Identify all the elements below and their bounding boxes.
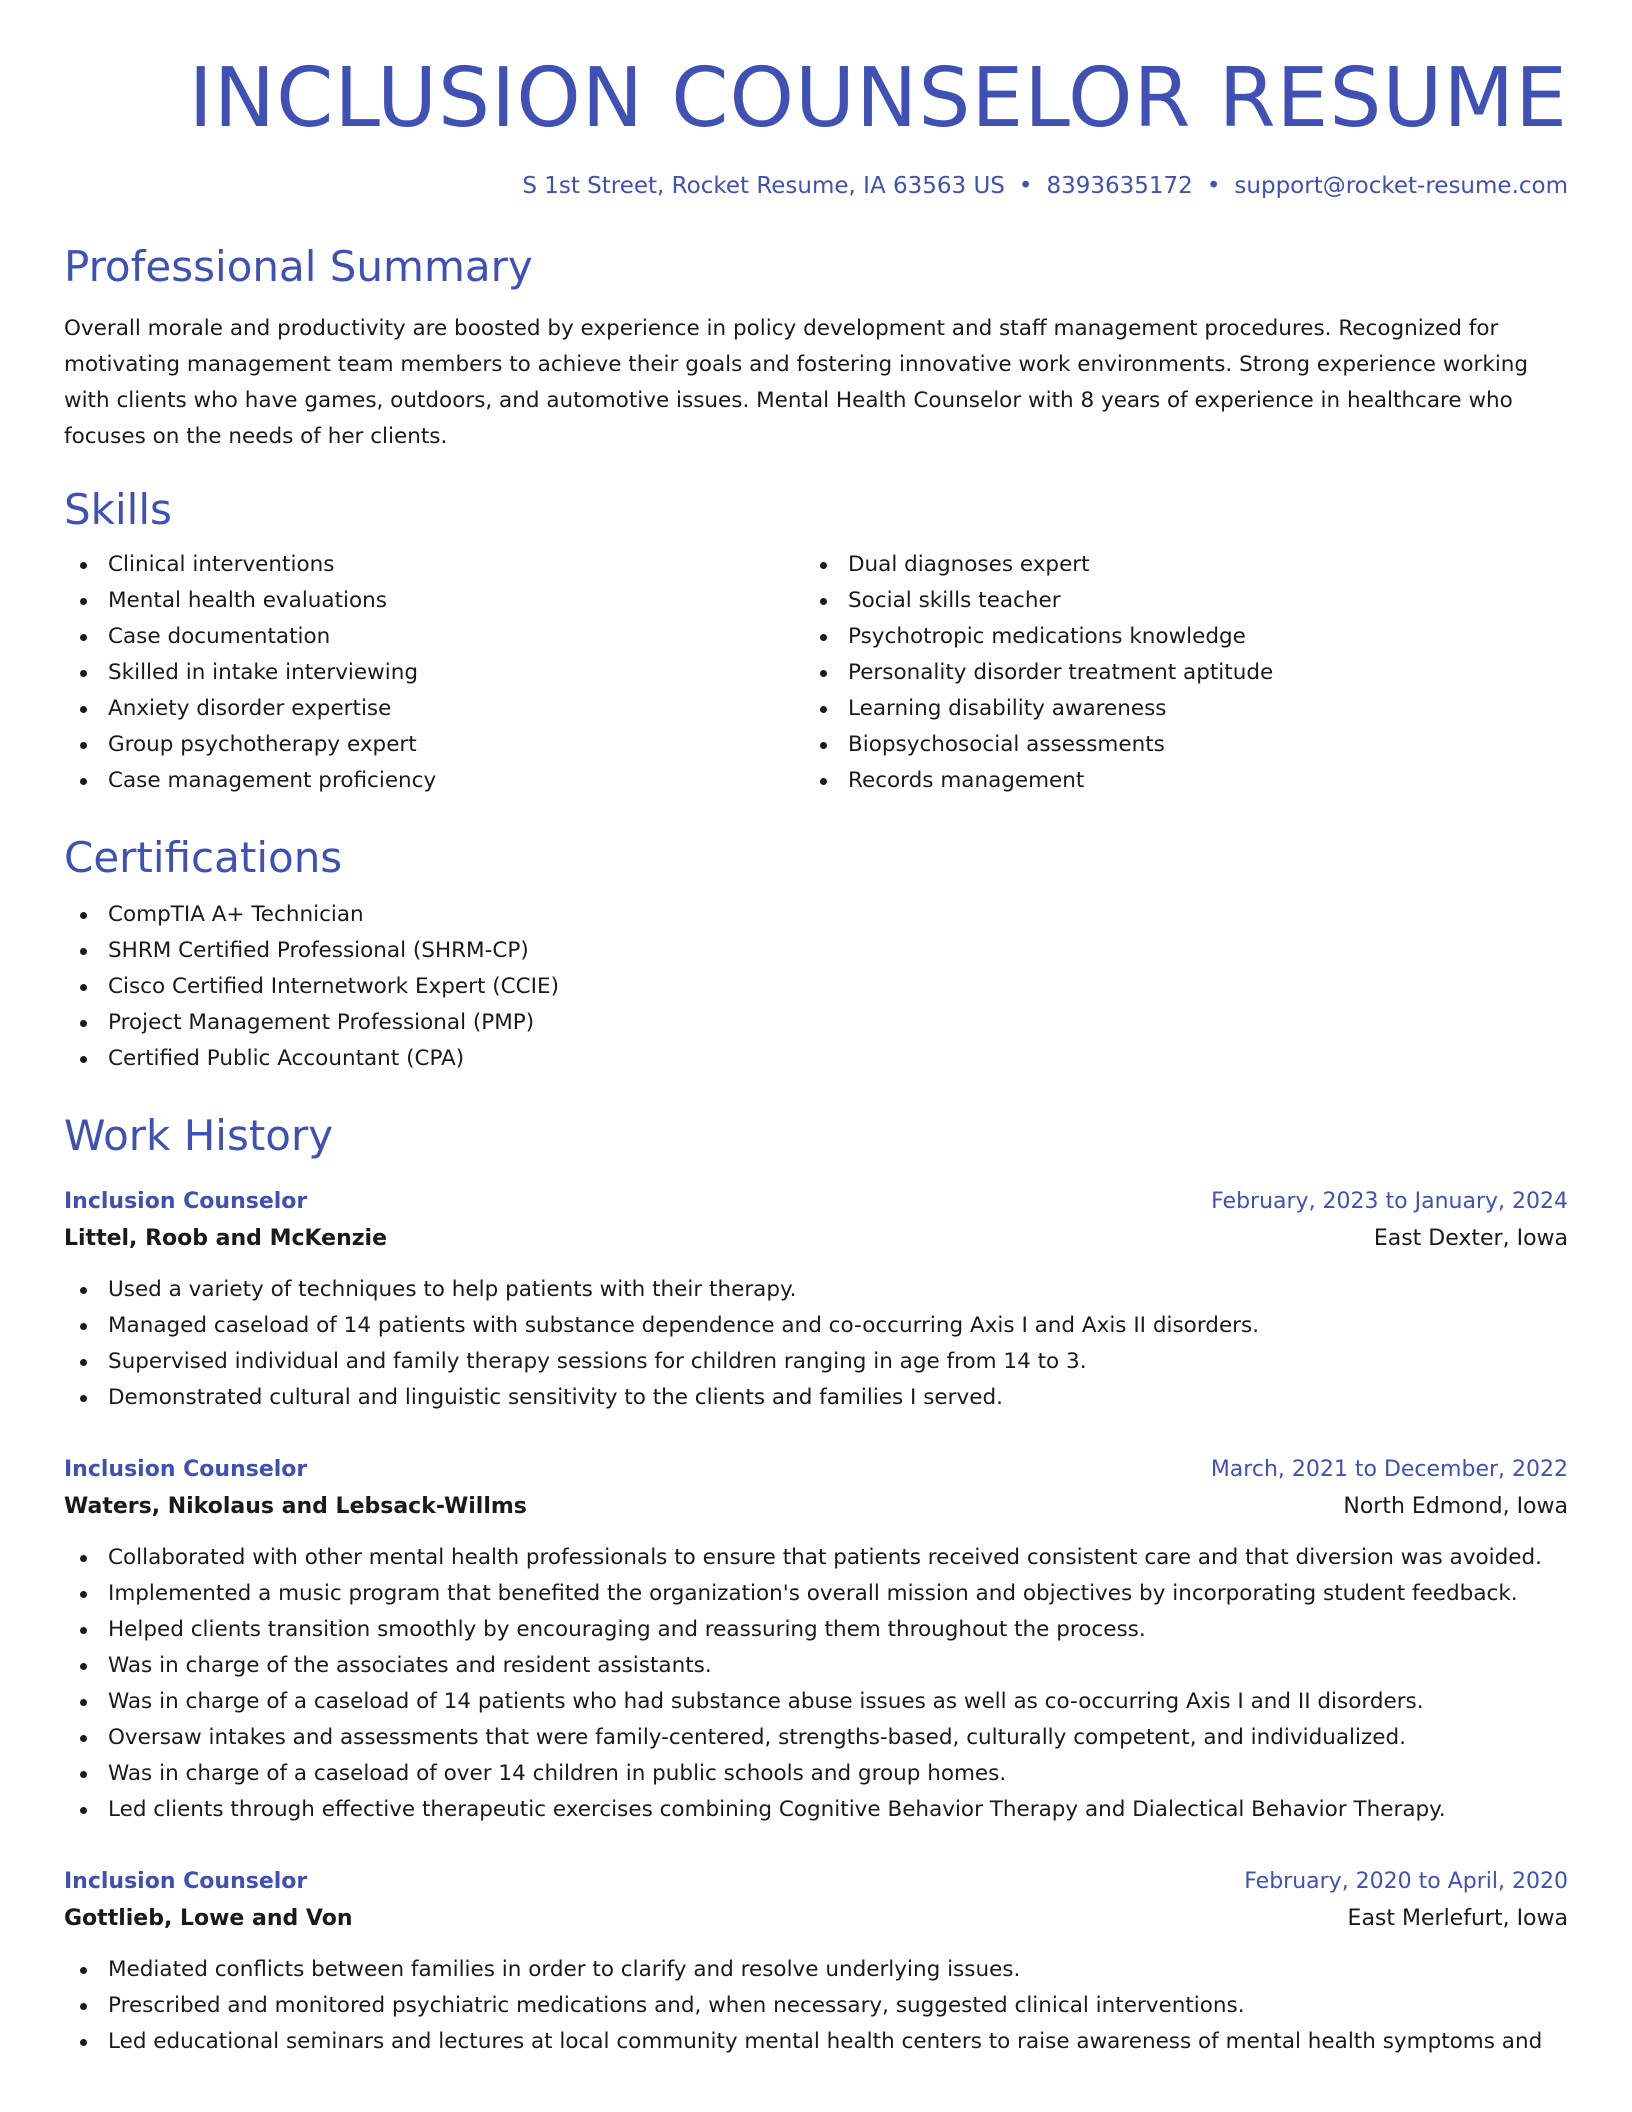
job-bullet: Implemented a music program that benefited the organization's overall mission and objectives by incorporating student feedback.: [64, 1576, 1568, 1612]
section-heading-summary: Professional Summary: [64, 242, 533, 292]
job-location: North Edmond, Iowa: [1343, 1493, 1568, 1519]
skill-item: Biopsychosocial assessments: [804, 727, 1544, 763]
skill-item: Case management proficiency: [64, 763, 804, 799]
job-bullet: Was in charge of a caseload of 14 patients who had substance abuse issues as well as co-occurring Axis I and II disorders.: [64, 1684, 1568, 1720]
job-location: East Dexter, Iowa: [1373, 1225, 1568, 1251]
job-bullet: Helped clients transition smoothly by encouraging and reassuring them throughout the process.: [64, 1612, 1568, 1648]
job-location: East Merlefurt, Iowa: [1347, 1905, 1568, 1931]
job-bullet: Was in charge of a caseload of over 14 children in public schools and group homes.: [64, 1756, 1568, 1792]
summary-text: Overall morale and productivity are boosted by experience in policy development and staff management procedures. Recognized for motivating management team members to achieve their goals and fostering innovative work environments. Strong experience working with clients who have games, outdoors, and automotive issues. Mental Health Counselor with 8 years of experience in healthcare who focuses on the needs of her clients.: [64, 315, 1529, 449]
job-entry: [64, 1184, 1568, 1416]
skill-item: Anxiety disorder expertise: [64, 691, 804, 727]
job-employer-row: [64, 1488, 1568, 1526]
skills-grid: [64, 547, 1568, 799]
job-bullet: Was in charge of the associates and resident assistants.: [64, 1648, 1568, 1684]
section-heading-skills: Skills: [64, 484, 172, 534]
job-bullet: Supervised individual and family therapy sessions for children ranging in age from 14 to 3.: [64, 1344, 1568, 1380]
job-employer-row: [64, 1900, 1568, 1938]
job-header-row: [64, 1864, 1568, 1900]
skill-item: Records management: [804, 763, 1544, 799]
page-title: INCLUSION COUNSELOR RESUME: [188, 51, 1568, 146]
section-heading-work-history: Work History: [64, 1111, 334, 1161]
job-bullet: Prescribed and monitored psychiatric medications and, when necessary, suggested clinical interventions.: [64, 1988, 1568, 2024]
separator-dot: •: [1018, 173, 1033, 200]
skill-item: Clinical interventions: [64, 547, 804, 583]
skill-item: Learning disability awareness: [804, 691, 1544, 727]
skill-item: Group psychotherapy expert: [64, 727, 804, 763]
skills-list-right: [804, 547, 1544, 799]
certifications-list: [64, 897, 1568, 1077]
certification-item: Certified Public Accountant (CPA): [64, 1041, 1568, 1077]
skills-section: [64, 485, 1568, 799]
job-bullet: Mediated conflicts between families in order to clarify and resolve underlying issues.: [64, 1952, 1568, 1988]
section-heading-certifications: Certifications: [64, 832, 343, 882]
job-bullets: [64, 1272, 1568, 1416]
contact-address: S 1st Street, Rocket Resume, IA 63563 US: [522, 173, 1005, 200]
certification-item: SHRM Certified Professional (SHRM-CP): [64, 933, 1568, 969]
skill-item: Personality disorder treatment aptitude: [804, 655, 1544, 691]
job-bullet: Used a variety of techniques to help patients with their therapy.: [64, 1272, 1568, 1308]
job-title: Inclusion Counselor: [64, 1868, 308, 1894]
job-bullet: Collaborated with other mental health professionals to ensure that patients received consistent care and that diversion was avoided.: [64, 1540, 1568, 1576]
skill-item: Mental health evaluations: [64, 583, 804, 619]
contact-email[interactable]: support@rocket-resume.com: [1234, 173, 1568, 200]
job-bullet: Led educational seminars and lectures at local community mental health centers to raise awareness of mental health symptoms and: [64, 2024, 1568, 2060]
contact-line: [64, 172, 1568, 202]
skill-item: Psychotropic medications knowledge: [804, 619, 1544, 655]
job-header-row: [64, 1184, 1568, 1220]
job-entry: [64, 1864, 1568, 2060]
job-dates: February, 2023 to January, 2024: [1211, 1188, 1568, 1214]
contact-phone: 8393635172: [1046, 173, 1193, 200]
job-title: Inclusion Counselor: [64, 1188, 308, 1214]
certification-item: Project Management Professional (PMP): [64, 1005, 1568, 1041]
certification-item: CompTIA A+ Technician: [64, 897, 1568, 933]
job-title: Inclusion Counselor: [64, 1456, 308, 1482]
job-header-row: [64, 1452, 1568, 1488]
skill-item: Case documentation: [64, 619, 804, 655]
job-bullet: Oversaw intakes and assessments that were family-centered, strengths-based, culturally competent, and individualized.: [64, 1720, 1568, 1756]
job-entry: [64, 1452, 1568, 1828]
work-history-section: [64, 1111, 1568, 2059]
job-bullet: Demonstrated cultural and linguistic sensitivity to the clients and families I served.: [64, 1380, 1568, 1416]
skill-item: Skilled in intake interviewing: [64, 655, 804, 691]
job-bullets: [64, 1540, 1568, 1828]
separator-dot: •: [1206, 173, 1221, 200]
job-company: Waters, Nikolaus and Lebsack-Willms: [64, 1493, 527, 1519]
job-bullet: Managed caseload of 14 patients with substance dependence and co-occurring Axis I and Axis II disorders.: [64, 1308, 1568, 1344]
job-employer-row: [64, 1220, 1568, 1258]
skills-list-left: [64, 547, 804, 799]
skill-item: Dual diagnoses expert: [804, 547, 1544, 583]
job-dates: March, 2021 to December, 2022: [1210, 1456, 1568, 1482]
job-bullets: [64, 1952, 1568, 2060]
job-bullet: Led clients through effective therapeutic exercises combining Cognitive Behavior Therapy and Dialectical Behavior Therapy.: [64, 1792, 1568, 1828]
job-company: Gottlieb, Lowe and Von: [64, 1905, 353, 1931]
job-company: Littel, Roob and McKenzie: [64, 1225, 388, 1251]
summary-section: [64, 242, 1568, 454]
skill-item: Social skills teacher: [804, 583, 1544, 619]
job-dates: February, 2020 to April, 2020: [1244, 1868, 1568, 1894]
certification-item: Cisco Certified Internetwork Expert (CCIE): [64, 969, 1568, 1005]
certifications-section: [64, 833, 1568, 1077]
